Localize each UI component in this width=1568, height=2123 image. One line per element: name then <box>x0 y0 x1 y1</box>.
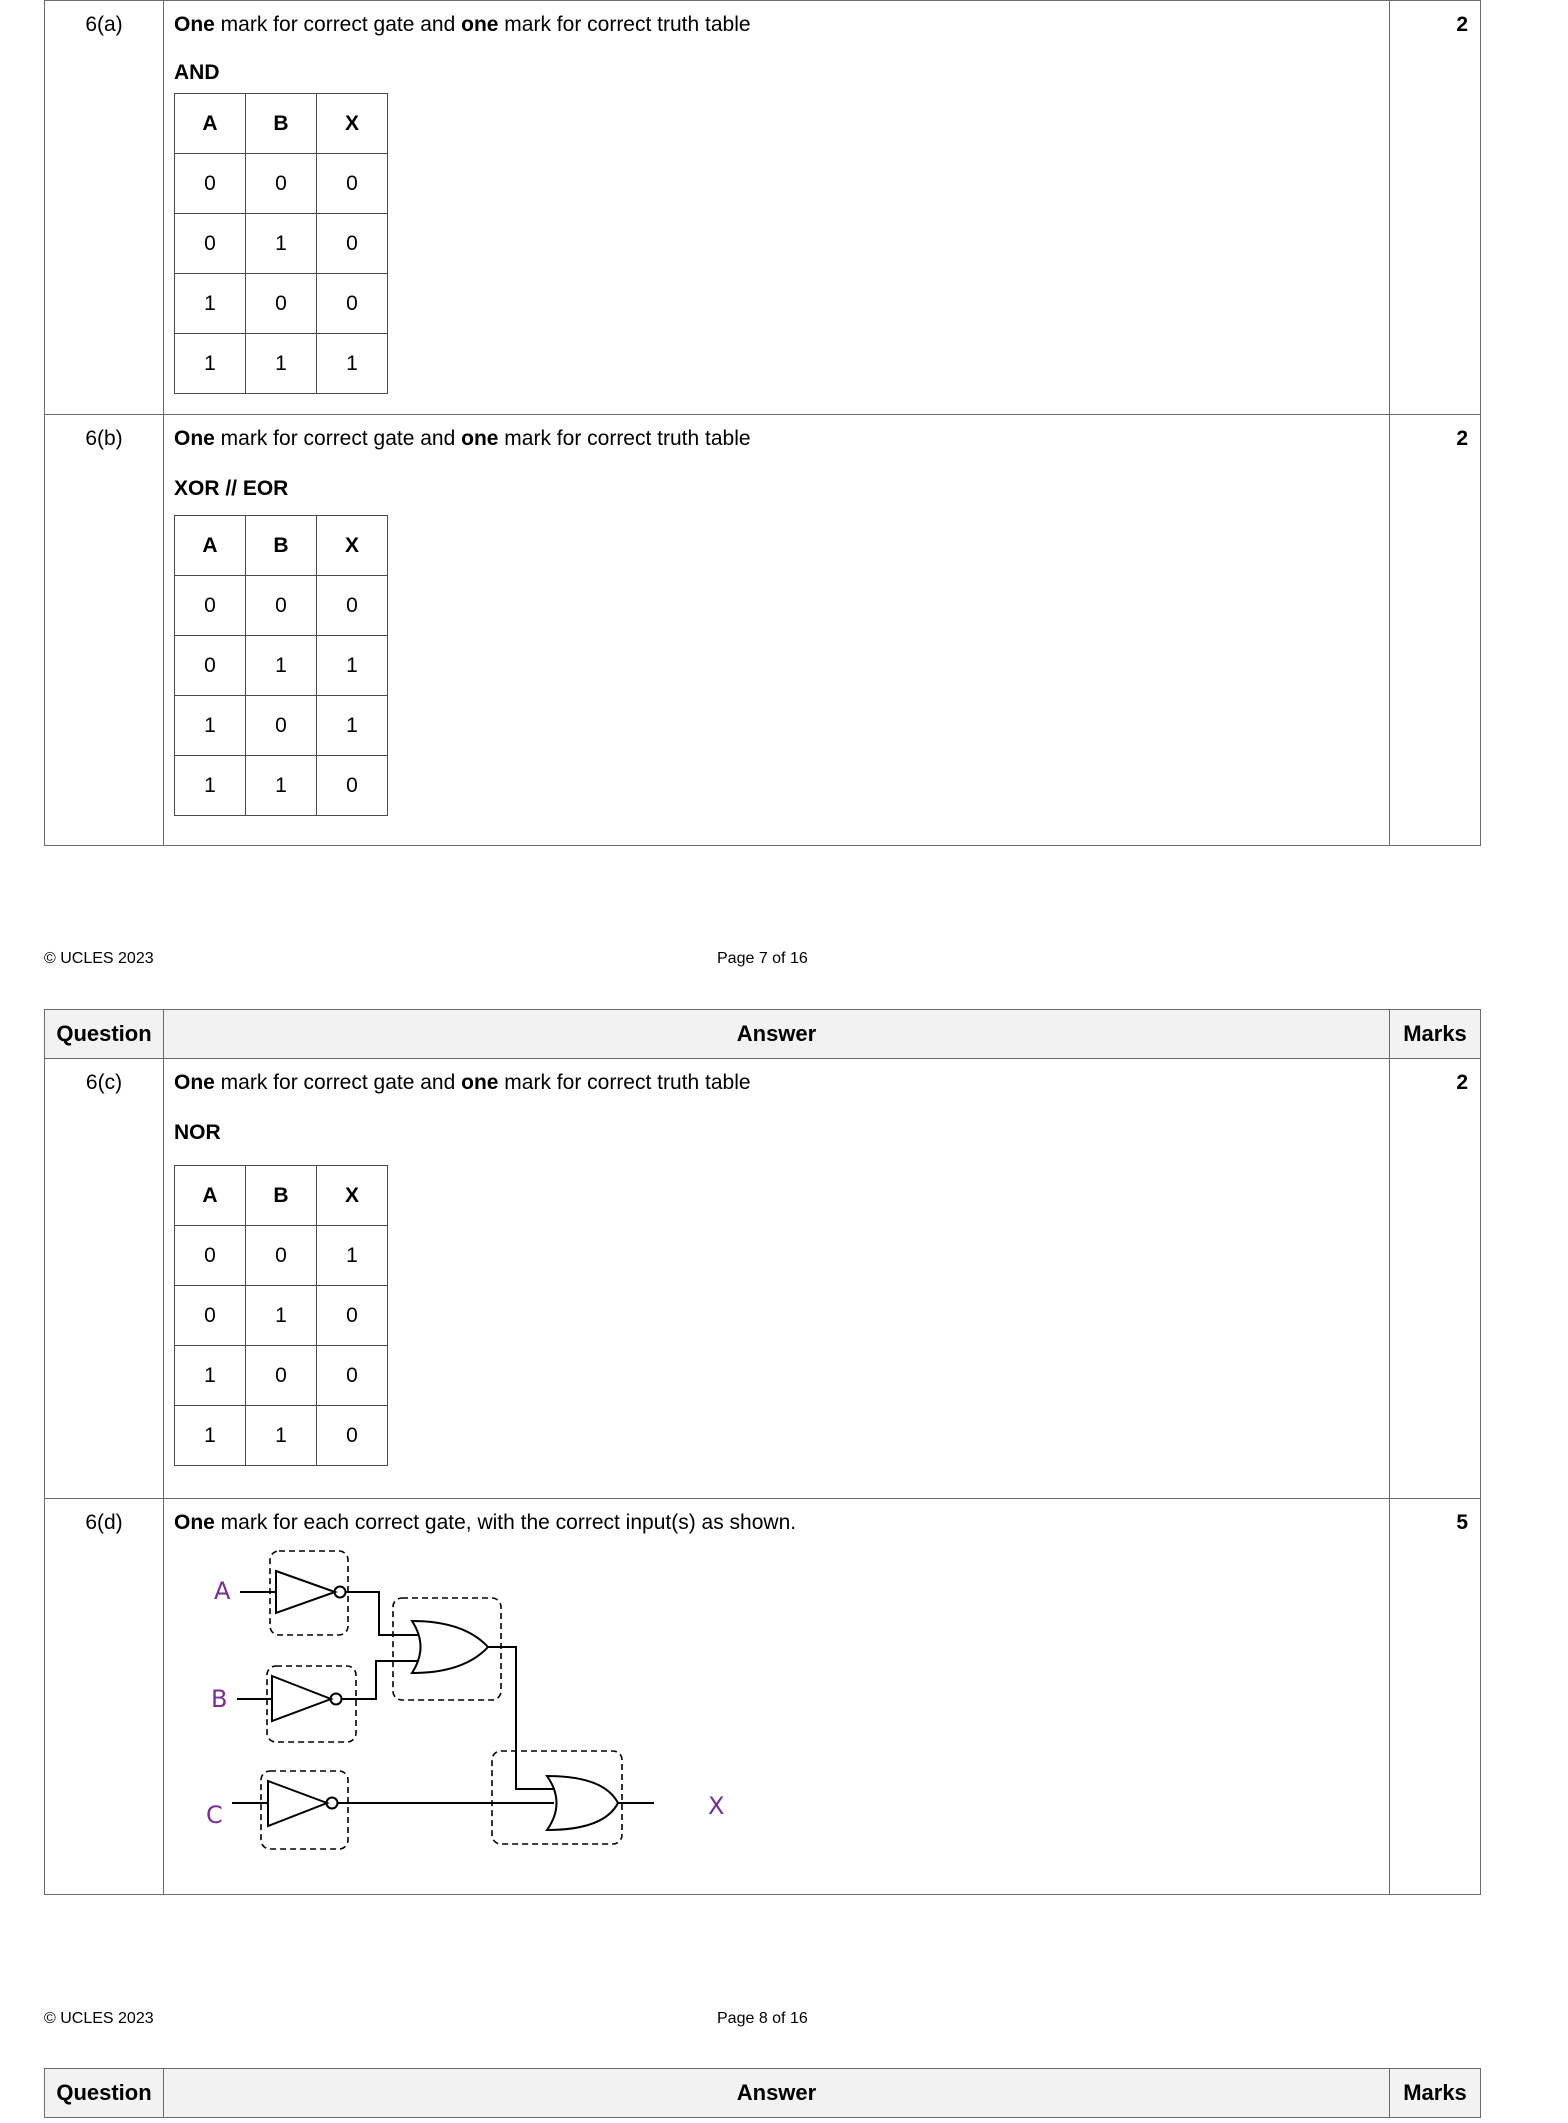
cell: 0 <box>317 154 388 214</box>
truth-table-row <box>175 1406 388 1466</box>
answer-cell <box>164 415 1390 846</box>
cell: 1 <box>175 274 246 334</box>
header-x: X <box>317 1166 388 1226</box>
cell: 1 <box>317 1226 388 1286</box>
cell: 1 <box>317 696 388 756</box>
cell: 0 <box>246 1346 317 1406</box>
input-label-c: C <box>206 1801 223 1829</box>
header-a: A <box>175 1166 246 1226</box>
not-gate-a-icon <box>276 1571 346 1613</box>
cell: 1 <box>246 636 317 696</box>
cell: 1 <box>175 756 246 816</box>
column-header-question: Question <box>45 1010 164 1059</box>
column-header-answer: Answer <box>164 2069 1390 2118</box>
truth-table-row <box>175 756 388 816</box>
question-number: 6(d) <box>45 1499 164 1895</box>
cell: 1 <box>317 636 388 696</box>
truth-table-row <box>175 1286 388 1346</box>
cell: 0 <box>246 1226 317 1286</box>
question-number: 6(b) <box>45 415 164 846</box>
marks-value: 2 <box>1390 1059 1481 1499</box>
cell: 0 <box>317 1406 388 1466</box>
table-row <box>45 1499 1481 1895</box>
cell: 1 <box>246 1286 317 1346</box>
truth-table-row <box>175 274 388 334</box>
gate-name: XOR // EOR <box>174 477 289 500</box>
cell: 0 <box>317 756 388 816</box>
truth-table-header <box>175 94 388 154</box>
cell: 0 <box>246 696 317 756</box>
marks-value: 2 <box>1390 1 1481 415</box>
table-row <box>45 1059 1481 1499</box>
header-b: B <box>246 94 317 154</box>
mark-scheme-table-page8 <box>44 1009 1481 1895</box>
header-b: B <box>246 1166 317 1226</box>
not-gate-b-icon <box>272 1676 342 1721</box>
truth-table-row <box>175 214 388 274</box>
truth-table-row <box>175 1226 388 1286</box>
truth-table-row <box>175 1346 388 1406</box>
answer-cell <box>164 1499 1390 1895</box>
instruction-text: One mark for correct gate and one mark for correct truth table <box>174 13 751 36</box>
footer-page-number: Page 8 of 16 <box>717 2010 808 2027</box>
cell: 1 <box>317 334 388 394</box>
header-a: A <box>175 94 246 154</box>
truth-table-row <box>175 334 388 394</box>
cell: 0 <box>175 636 246 696</box>
marks-value: 5 <box>1390 1499 1481 1895</box>
footer-copyright: © UCLES 2023 <box>44 2010 154 2027</box>
cell: 0 <box>317 274 388 334</box>
mark-scheme-table-page9 <box>44 2068 1481 2118</box>
table-row <box>45 1 1481 415</box>
cell: 0 <box>317 576 388 636</box>
cell: 1 <box>246 756 317 816</box>
table-header-row <box>45 2069 1481 2118</box>
output-label-x: X <box>708 1792 725 1820</box>
question-number: 6(c) <box>45 1059 164 1499</box>
cell: 0 <box>175 1226 246 1286</box>
truth-table-row <box>175 576 388 636</box>
truth-table <box>174 515 388 816</box>
cell: 0 <box>317 1286 388 1346</box>
cell: 0 <box>175 576 246 636</box>
cell: 0 <box>175 214 246 274</box>
answer-cell <box>164 1 1390 415</box>
instruction-text: One mark for correct gate and one mark for correct truth table <box>174 1071 751 1094</box>
gate-box-not-b <box>267 1666 356 1742</box>
header-x: X <box>317 516 388 576</box>
truth-table <box>174 93 388 394</box>
cell: 0 <box>246 154 317 214</box>
input-label-a: A <box>214 1577 231 1605</box>
truth-table <box>174 1165 388 1466</box>
cell: 1 <box>175 1406 246 1466</box>
cell: 1 <box>175 696 246 756</box>
cell: 1 <box>246 334 317 394</box>
column-header-marks: Marks <box>1390 2069 1481 2118</box>
footer-page-number: Page 7 of 16 <box>717 950 808 967</box>
cell: 0 <box>175 154 246 214</box>
or-gate-2-icon <box>547 1776 618 1830</box>
column-header-answer: Answer <box>164 1010 1390 1059</box>
cell: 0 <box>317 214 388 274</box>
cell: 0 <box>317 1346 388 1406</box>
or-gate-1-icon <box>412 1621 488 1673</box>
logic-circuit-diagram <box>174 1541 734 1871</box>
table-header-row <box>45 1010 1481 1059</box>
cell: 1 <box>246 214 317 274</box>
instruction-text: One mark for correct gate and one mark for correct truth table <box>174 427 751 450</box>
cell: 0 <box>175 1286 246 1346</box>
column-header-question: Question <box>45 2069 164 2118</box>
cell: 0 <box>246 274 317 334</box>
not-gate-c-icon <box>268 1781 338 1826</box>
gate-name: NOR <box>174 1121 221 1144</box>
gate-box-not-a <box>270 1551 348 1635</box>
instruction-text: One mark for each correct gate, with the correct input(s) as shown. <box>174 1511 797 1534</box>
column-header-marks: Marks <box>1390 1010 1481 1059</box>
truth-table-row <box>175 636 388 696</box>
cell: 1 <box>175 1346 246 1406</box>
truth-table-header <box>175 516 388 576</box>
table-row <box>45 415 1481 846</box>
truth-table-header <box>175 1166 388 1226</box>
truth-table-row <box>175 696 388 756</box>
cell: 1 <box>175 334 246 394</box>
header-a: A <box>175 516 246 576</box>
cell: 1 <box>246 1406 317 1466</box>
header-x: X <box>317 94 388 154</box>
marks-value: 2 <box>1390 415 1481 846</box>
question-number: 6(a) <box>45 1 164 415</box>
footer-copyright: © UCLES 2023 <box>44 950 154 967</box>
mark-scheme-table-page7 <box>44 0 1481 846</box>
truth-table-row <box>175 154 388 214</box>
cell: 0 <box>246 576 317 636</box>
answer-cell <box>164 1059 1390 1499</box>
input-label-b: B <box>211 1685 228 1713</box>
header-b: B <box>246 516 317 576</box>
gate-name: AND <box>174 61 220 84</box>
